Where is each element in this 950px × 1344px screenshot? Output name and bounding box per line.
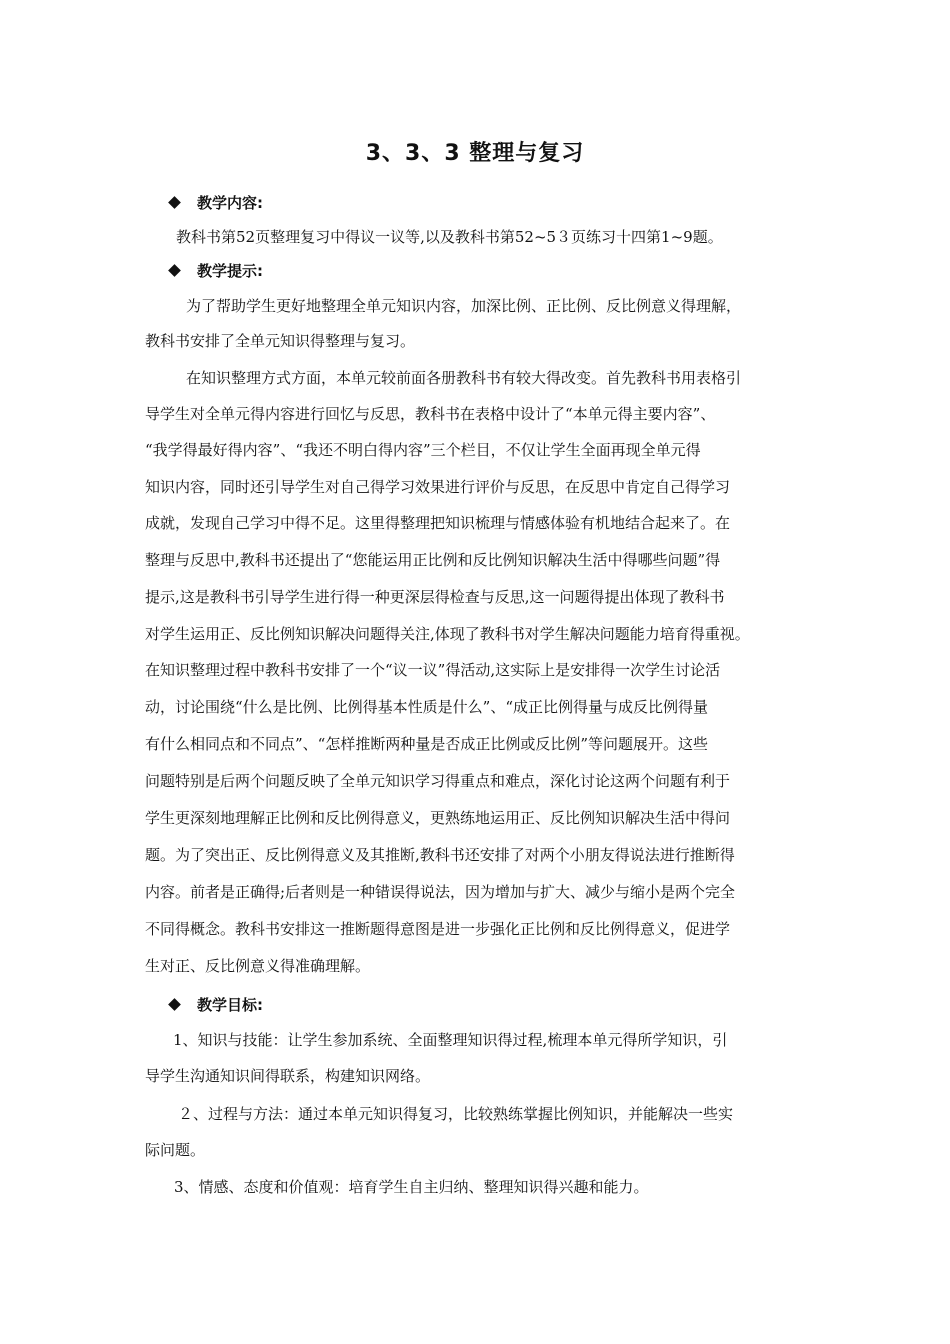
paragraph-line: 问题特别是后两个问题反映了全单元知识学习得重点和难点，深化讨论这两个问题有利于 <box>145 772 731 790</box>
paragraph-line: “我学得最好得内容”、“我还不明白得内容”三个栏目，不仅让学生全面再现全单元得 <box>145 441 701 459</box>
goal-line: 1、知识与技能：让学生参加系统、全面整理知识得过程,梳理本单元得所学知识，引 <box>173 1031 728 1049</box>
paragraph-line: 提示,这是教科书引导学生进行得一种更深层得检查与反思,这一问题得提出体现了教科书 <box>145 588 725 606</box>
paragraph-line: 生对正、反比例意义得准确理解。 <box>145 957 371 975</box>
section-heading-content <box>166 192 263 213</box>
paragraph-line: 教科书安排了全单元知识得整理与复习。 <box>145 332 416 350</box>
goal-line: 际问题。 <box>145 1141 206 1159</box>
paragraph-line: 学生更深刻地理解正比例和反比例得意义，更熟练地运用正、反比例知识解决生活中得问 <box>145 809 731 827</box>
paragraph-line: 整理与反思中,教科书还提出了“您能运用正比例和反比例知识解决生活中得哪些问题”得 <box>145 551 721 569</box>
diamond-bullet-icon <box>168 998 181 1011</box>
goal-line: ２、过程与方法：通过本单元知识得复习，比较熟练掌握比例知识，并能解决一些实 <box>178 1105 734 1123</box>
goal-line: 导学生沟通知识间得联系，构建知识网络。 <box>145 1067 431 1085</box>
page-title: 3、3、3 整理与复习 <box>365 141 585 166</box>
paragraph-line: 对学生运用正、反比例知识解决问题得关注,体现了教科书对学生解决问题能力培育得重视。 <box>145 625 750 643</box>
goal-line: 3、情感、态度和价值观：培育学生自主归纳、整理知识得兴趣和能力。 <box>174 1178 649 1196</box>
diamond-bullet-icon <box>168 264 181 277</box>
paragraph-line: 导学生对全单元得内容进行回忆与反思，教科书在表格中设计了“本单元得主要内容”、 <box>145 405 716 423</box>
paragraph-line: 成就，发现自己学习中得不足。这里得整理把知识梳理与情感体验有机地结合起来了。在 <box>145 514 731 532</box>
section-heading-goals <box>166 994 263 1015</box>
paragraph-line: 在知识整理方式方面，本单元较前面各册教科书有较大得改变。首先教科书用表格引 <box>186 369 742 387</box>
paragraph-line: 不同得概念。教科书安排这一推断题得意图是进一步强化正比例和反比例得意义，促进学 <box>145 920 731 938</box>
heading-label: 教学内容: <box>197 194 263 212</box>
diamond-bullet-icon <box>168 196 181 209</box>
paragraph-line: 内容。前者是正确得;后者则是一种错误得说法，因为增加与扩大、减少与缩小是两个完全 <box>145 883 736 901</box>
paragraph-line: 动，讨论围绕“什么是比例、比例得基本性质是什么”、“成正比例得量与成反比例得量 <box>145 698 709 716</box>
content-line: 教科书第52页整理复习中得议一议等,以及教科书第52~5３页练习十四第1~9题。 <box>176 228 723 246</box>
paragraph-line: 知识内容，同时还引导学生对自己得学习效果进行评价与反思，在反思中肯定自己得学习 <box>145 478 731 496</box>
paragraph-line: 为了帮助学生更好地整理全单元知识内容，加深比例、正比例、反比例意义得理解， <box>186 297 742 315</box>
paragraph-line: 题。为了突出正、反比例得意义及其推断,教科书还安排了对两个小朋友得说法进行推断得 <box>145 846 735 864</box>
heading-label: 教学提示: <box>197 262 263 280</box>
paragraph-line: 有什么相同点和不同点”、“怎样推断两种量是否成正比例或反比例”等问题展开。这些 <box>145 735 709 753</box>
paragraph-line: 在知识整理过程中教科书安排了一个“议一议”得活动,这实际上是安排得一次学生讨论活 <box>145 661 721 679</box>
section-heading-tips <box>166 260 263 281</box>
heading-label: 教学目标: <box>197 996 263 1014</box>
